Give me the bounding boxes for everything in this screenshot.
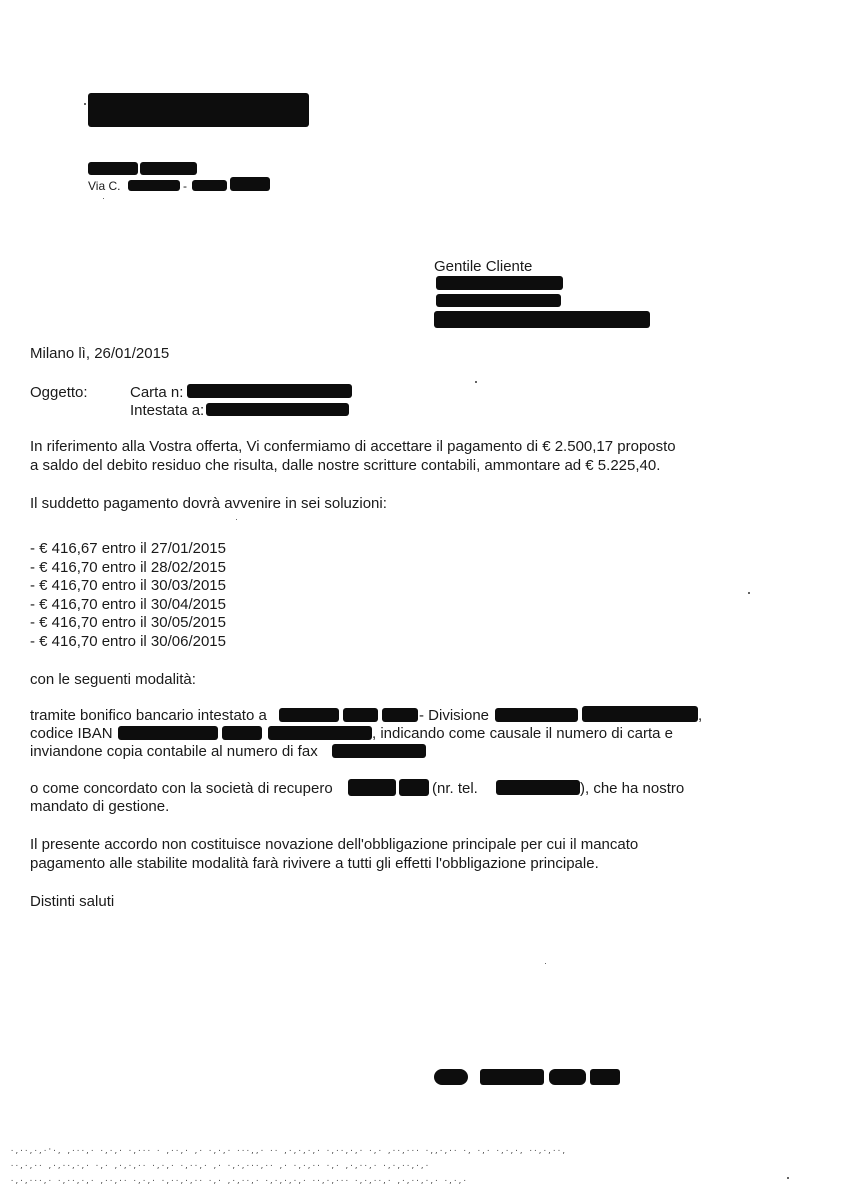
agency-text-4: mandato di gestione.: [30, 798, 170, 815]
redacted-beneficiary-3: [382, 708, 418, 722]
installments-list: [30, 539, 226, 650]
redacted-recipient-street: [436, 294, 561, 307]
paragraph-offer-line-2: a saldo del debito residuo che risulta, dalle nostre scritture contabili, ammontare ad € 5.225,40.: [30, 456, 661, 474]
scan-speck: [545, 963, 546, 964]
redacted-card-holder: [206, 403, 349, 416]
recipient-salutation: Gentile Cliente: [434, 258, 533, 275]
paragraph-offer-line-1: In riferimento alla Vostra offerta, Vi confermiamo di accettare il pagamento di € 2.500,17 proposto: [30, 438, 676, 455]
redacted-recipient-name: [436, 276, 563, 290]
redacted-division-2: [582, 706, 698, 722]
transfer-text-6: inviandone copia contabile al numero di fax: [30, 743, 318, 760]
installment-item: - € 416,67 entro il 27/01/2015: [30, 540, 226, 557]
subject-label: Oggetto:: [30, 384, 88, 401]
place-date: Milano lì, 26/01/2015: [30, 345, 170, 362]
transfer-text-2: - Divisione: [419, 707, 490, 724]
subject-holder-label: Intestata a:: [130, 402, 205, 419]
scan-speck: [748, 592, 750, 594]
redacted-signature-3: [549, 1069, 586, 1085]
subject-card-label: Carta n:: [130, 384, 184, 401]
footer-fine-print-line-3: ·,·,···,· ·,··,·,· ,··,·· ·,·,· ·,··,·,·· ·,· ,·,··,· ·,·,·,·,· ··,·,··· ·,·,··,· ,·,··,·,· ·,·,·: [10, 1177, 468, 1185]
sender-street-dash: -: [183, 179, 187, 193]
modalities-intro: con le seguenti modalità:: [30, 671, 196, 688]
installment-item: - € 416,70 entro il 28/02/2015: [30, 558, 226, 576]
scan-speck: [236, 519, 237, 520]
installment-item: - € 416,70 entro il 30/06/2015: [30, 632, 226, 650]
transfer-text-4: codice IBAN: [30, 725, 113, 742]
footer-fine-print-line-2: ··,·,·· ,·,··,·,· ·,· ,·,·,·· ·,·,· ·,··,· ,· ·,·,···,·· ,· ·,·,·· ·,· ,·,··,· ·,·,··,·,·: [10, 1162, 430, 1170]
redacted-iban-1: [118, 726, 218, 740]
scan-speck: [84, 103, 86, 105]
paragraph-agreement-line-2: pagamento alle stabilite modalità farà rivivere a tutti gli effetti l'obbligazione principale.: [30, 854, 599, 872]
installment-item: - € 416,70 entro il 30/05/2015: [30, 614, 226, 631]
transfer-text-3: ,: [698, 707, 703, 724]
redacted-iban-3: [268, 726, 372, 740]
installment-item: - € 416,70 entro il 30/04/2015: [30, 595, 226, 613]
redacted-recipient-city: [434, 311, 650, 328]
sender-street-prefix: Via C.: [88, 179, 121, 193]
redacted-sender-city-1: [192, 180, 227, 191]
redacted-sender-street: [128, 180, 180, 191]
paragraph-agreement-line-1: Il presente accordo non costituisce novazione dell'obbligazione principale per cui il mancato: [30, 836, 639, 853]
scan-speck: [475, 381, 477, 383]
closing: Distinti saluti: [30, 893, 115, 910]
redacted-agency-2: [399, 779, 429, 796]
redacted-fax-number: [332, 744, 426, 758]
redacted-signature-2: [480, 1069, 544, 1085]
agency-text-3: ), che ha nostro: [580, 780, 685, 797]
installment-item: - € 416,70 entro il 30/03/2015: [30, 577, 226, 594]
redacted-agency-1: [348, 779, 396, 796]
paragraph-agreement: [30, 835, 638, 872]
redacted-sender-name-2: [140, 162, 197, 175]
redacted-agency-phone: [496, 780, 580, 795]
agency-text-2: (nr. tel.: [432, 780, 478, 797]
redacted-iban-2: [222, 726, 262, 740]
installments-intro: Il suddetto pagamento dovrà avvenire in sei soluzioni:: [30, 495, 387, 512]
agency-text-1: o come concordato con la società di recupero: [30, 780, 333, 797]
redacted-sender-logo: [88, 93, 309, 127]
transfer-text-5: , indicando come causale il numero di carta e: [372, 725, 673, 742]
redacted-sender-name-1: [88, 162, 138, 175]
redacted-card-number: [187, 384, 352, 398]
paragraph-offer: [30, 437, 676, 474]
redacted-signature-1: [434, 1069, 468, 1085]
scan-speck: [103, 198, 104, 199]
transfer-text-1: tramite bonifico bancario intestato a: [30, 707, 267, 724]
redacted-division-1: [495, 708, 578, 722]
redacted-sender-city-2: [230, 177, 270, 191]
scan-speck: [787, 1177, 789, 1179]
redacted-signature-4: [590, 1069, 620, 1085]
redacted-beneficiary-1: [279, 708, 339, 722]
redacted-beneficiary-2: [343, 708, 378, 722]
footer-fine-print-line-1: ·,··,·,·'·, ,···,· ·,·,· ·,··· · ,··,· ,· ·,·,· ···,,· ·· ,·,·,·,· ·,··,·,· ·,· ,··,··· ·,,·,·· ·, ·,· ·,·,·, ··,·,··,: [10, 1147, 567, 1155]
